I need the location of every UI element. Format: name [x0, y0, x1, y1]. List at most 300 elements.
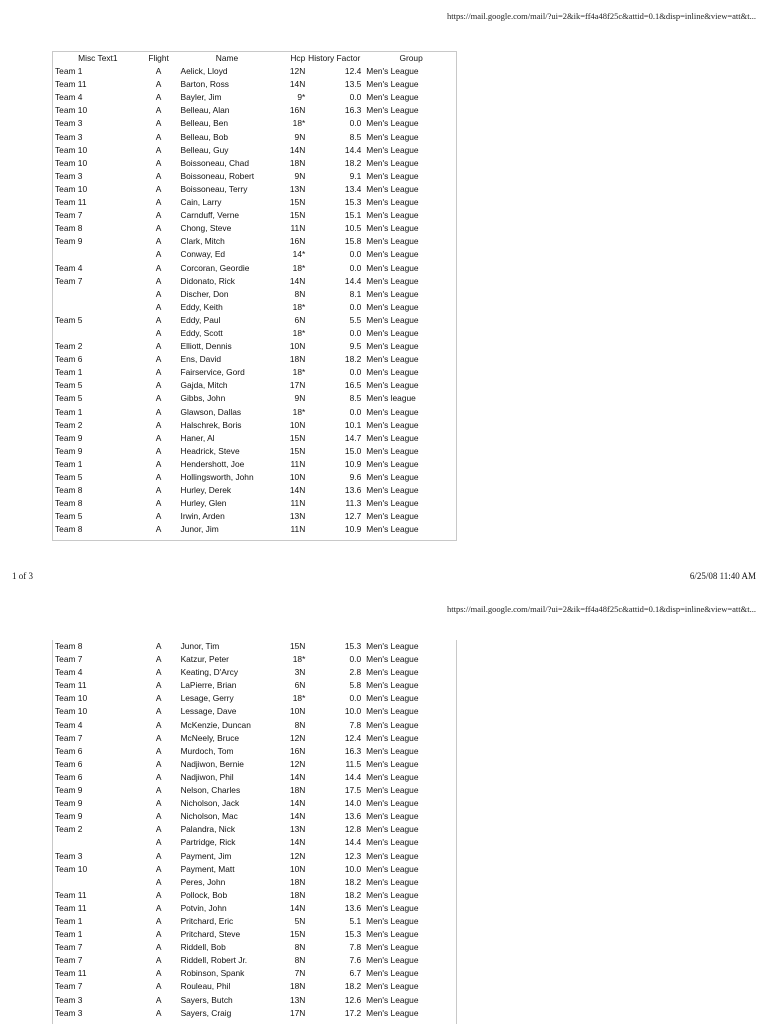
cell-group: Men's League: [366, 850, 419, 861]
cell-name: Boissoneau, Chad: [180, 157, 249, 168]
cell-history-factor: 6.7: [349, 968, 362, 979]
column-header-name: Name: [215, 53, 239, 63]
cell-name: Belleau, Alan: [180, 105, 230, 116]
cell-history-factor: 12.7: [344, 511, 362, 522]
cell-hcp: 10N: [289, 472, 306, 482]
cell-hcp: 18N: [289, 981, 306, 992]
table-row: [53, 863, 456, 876]
cell-name: LaPierre, Brian: [180, 680, 237, 691]
cell-team: Team 7: [55, 981, 83, 992]
cell-group: Men's League: [366, 745, 419, 756]
table-row: [53, 471, 456, 484]
cell-team: [53, 876, 141, 889]
cell-history-factor: 10.0: [344, 863, 362, 874]
cell-hcp: 15N: [289, 445, 306, 456]
cell-history-factor: 18.2: [344, 354, 362, 365]
roster-table-page-2: [52, 640, 457, 1024]
cell-team: Team 6: [55, 745, 83, 756]
cell-team: Team 3: [55, 994, 83, 1005]
cell-hcp: 14N: [289, 771, 306, 782]
cell-name: Bayler, Jim: [180, 92, 222, 103]
cell-history-factor: 0.0: [349, 406, 362, 417]
cell-name: McNeely, Bruce: [180, 732, 240, 743]
cell-hcp: 6N: [294, 680, 306, 691]
cell-team: Team 3: [55, 118, 83, 129]
cell-history-factor: 12.3: [344, 850, 362, 861]
cell-hcp: 18N: [289, 354, 306, 365]
table-row: [53, 679, 456, 692]
cell-hcp: 12N: [289, 66, 306, 77]
cell-history-factor: 10.1: [344, 419, 362, 430]
cell-name: Conway, Ed: [180, 249, 226, 260]
table-row: [53, 640, 456, 653]
cell-history-factor: 12.4: [344, 66, 362, 77]
table-row: [53, 366, 456, 379]
cell-history-factor: 9.5: [349, 341, 362, 352]
cell-name: Nadjiwon, Bernie: [180, 758, 244, 769]
table-row: [53, 144, 456, 157]
cell-name: Belleau, Guy: [180, 144, 229, 155]
table-row: [53, 758, 456, 771]
cell-team: Team 10: [55, 863, 88, 874]
cell-history-factor: 10.5: [344, 223, 362, 234]
cell-team: Team 1: [55, 406, 83, 417]
table-row: [53, 967, 456, 980]
table-row: [53, 458, 456, 471]
cell-name: Junor, Jim: [180, 524, 219, 535]
cell-hcp: 9*: [297, 92, 306, 103]
cell-hcp: 18*: [292, 654, 306, 665]
cell-name: Eddy, Keith: [180, 301, 223, 312]
table-row: [53, 692, 456, 705]
table-row: [53, 653, 456, 666]
cell-history-factor: 0.0: [349, 327, 362, 338]
cell-hcp: 6N: [294, 314, 306, 325]
table-header-row: [53, 52, 456, 65]
cell-flight: A: [155, 511, 162, 522]
cell-group: Men's League: [366, 719, 419, 730]
cell-group: Men's League: [366, 183, 419, 194]
cell-group: Men's League: [366, 301, 419, 312]
table-row: [53, 876, 456, 889]
cell-flight: A: [155, 275, 162, 286]
cell-history-factor: 0.0: [349, 262, 362, 273]
table-row: [53, 510, 456, 523]
table-row: [53, 954, 456, 967]
cell-flight: A: [155, 301, 162, 312]
cell-hcp: 9N: [294, 170, 306, 181]
cell-group: Men's League: [366, 641, 419, 651]
table-row: [53, 170, 456, 183]
cell-hcp: 14N: [289, 275, 306, 286]
cell-flight: A: [155, 393, 162, 404]
table-row: [53, 275, 456, 288]
table-row: [53, 745, 456, 758]
cell-team: Team 1: [55, 915, 83, 926]
cell-history-factor: 0.0: [349, 92, 362, 103]
cell-hcp: 18*: [292, 118, 306, 129]
cell-name: Barton, Ross: [180, 79, 229, 90]
cell-name: Payment, Jim: [180, 850, 232, 861]
cell-team: Team 6: [55, 758, 83, 769]
table-row: [53, 301, 456, 314]
cell-group: Men's League: [366, 367, 419, 378]
page-url-header-2: https://mail.google.com/mail/?ui=2&ik=ff4a48f25c&attid=0.1&disp=inline&view=att&t...: [447, 604, 756, 614]
cell-team: Team 4: [55, 262, 83, 273]
table-row: [53, 235, 456, 248]
cell-name: Payment, Matt: [180, 863, 235, 874]
cell-flight: A: [155, 288, 162, 299]
cell-name: Halschrek, Boris: [180, 419, 242, 430]
cell-history-factor: 14.7: [344, 432, 362, 443]
table-row: [53, 353, 456, 366]
cell-group: Men's League: [366, 968, 419, 979]
cell-flight: A: [155, 524, 162, 535]
cell-team: Team 8: [55, 485, 83, 496]
cell-hcp: 18*: [292, 327, 306, 338]
cell-team: Team 2: [55, 341, 83, 352]
cell-name: Nicholson, Jack: [180, 798, 240, 809]
cell-history-factor: 9.1: [349, 170, 362, 181]
cell-team: Team 4: [55, 92, 83, 103]
cell-history-factor: 11.5: [345, 758, 362, 769]
cell-history-factor: 14.0: [344, 798, 362, 809]
table-row: [53, 248, 456, 261]
cell-hcp: 11N: [290, 223, 306, 234]
cell-group: Men's League: [366, 863, 419, 874]
cell-flight: A: [155, 314, 162, 325]
cell-hcp: 18N: [289, 785, 306, 796]
table-row: [53, 392, 456, 405]
cell-flight: A: [155, 131, 162, 142]
cell-history-factor: 8.1: [349, 288, 362, 299]
cell-group: Men's League: [366, 798, 419, 809]
cell-name: Nelson, Charles: [180, 785, 241, 796]
cell-hcp: 17N: [289, 1007, 306, 1018]
cell-history-factor: 7.8: [349, 942, 362, 953]
cell-name: Gajda, Mitch: [180, 380, 228, 391]
cell-name: Discher, Don: [180, 288, 229, 299]
table-row: [53, 797, 456, 810]
cell-flight: A: [155, 955, 162, 966]
cell-flight: A: [155, 445, 162, 456]
cell-group: Men's League: [366, 929, 419, 940]
cell-team: Team 5: [55, 380, 83, 391]
cell-group: Men's League: [366, 498, 419, 509]
cell-group: Men's League: [366, 654, 419, 665]
cell-name: Pritchard, Steve: [180, 929, 241, 940]
cell-group: Men's League: [366, 785, 419, 796]
cell-history-factor: 12.6: [344, 994, 362, 1005]
cell-group: Men's League: [366, 706, 419, 717]
cell-history-factor: 12.8: [344, 824, 362, 835]
cell-hcp: 10N: [289, 863, 306, 874]
cell-history-factor: 14.4: [344, 771, 362, 782]
cell-history-factor: 14.4: [344, 275, 362, 286]
cell-flight: A: [155, 1007, 162, 1018]
cell-group: Men's League: [366, 432, 419, 443]
cell-name: Pritchard, Eric: [180, 915, 234, 926]
cell-flight: A: [155, 458, 162, 469]
cell-flight: A: [155, 771, 162, 782]
cell-flight: A: [155, 498, 162, 509]
table-row: [53, 314, 456, 327]
cell-team: Team 5: [55, 472, 83, 482]
cell-group: Men's League: [366, 327, 419, 338]
table-row: [53, 719, 456, 732]
cell-name: Lesage, Gerry: [180, 693, 234, 704]
cell-team: [53, 301, 141, 314]
cell-team: Team 11: [55, 902, 87, 913]
cell-flight: A: [155, 210, 162, 221]
cell-flight: A: [155, 706, 162, 717]
cell-history-factor: 7.8: [349, 719, 362, 730]
cell-flight: A: [155, 811, 162, 822]
cell-group: Men's League: [366, 419, 419, 430]
roster-table-page-1: [52, 51, 457, 541]
cell-name: Potvin, John: [180, 902, 227, 913]
cell-team: Team 8: [55, 223, 83, 234]
cell-group: Men's League: [366, 472, 419, 482]
cell-hcp: 11N: [290, 498, 306, 509]
cell-hcp: 11N: [290, 458, 306, 469]
cell-team: Team 11: [55, 968, 87, 979]
cell-history-factor: 5.5: [349, 314, 362, 325]
cell-group: Men's League: [366, 732, 419, 743]
table-row: [53, 340, 456, 353]
table-row: [53, 406, 456, 419]
cell-name: Lessage, Dave: [180, 706, 237, 717]
cell-team: Team 10: [55, 144, 88, 155]
cell-hcp: 14N: [289, 144, 306, 155]
cell-group: Men's League: [366, 157, 419, 168]
cell-team: Team 5: [55, 511, 83, 522]
cell-hcp: 15N: [289, 210, 306, 221]
cell-team: [53, 288, 141, 301]
page-url-header: https://mail.google.com/mail/?ui=2&ik=ff4a48f25c&attid=0.1&disp=inline&view=att&t...: [447, 11, 756, 21]
cell-group: Men's League: [366, 288, 419, 299]
cell-group: Men's League: [366, 197, 419, 208]
cell-flight: A: [155, 785, 162, 796]
cell-history-factor: 13.4: [344, 183, 362, 194]
cell-name: McKenzie, Duncan: [180, 719, 251, 730]
cell-name: Corcoran, Geordie: [180, 262, 250, 273]
table-row: [53, 419, 456, 432]
cell-history-factor: 8.5: [349, 131, 362, 142]
table-row: [53, 91, 456, 104]
cell-name: Sayers, Craig: [180, 1007, 232, 1018]
cell-name: Elliott, Dennis: [180, 341, 232, 352]
cell-hcp: 14*: [292, 249, 306, 260]
cell-team: Team 9: [55, 798, 83, 809]
cell-group: Men's League: [366, 915, 419, 926]
table-row: [53, 209, 456, 222]
column-header-misc-text1: Misc Text1: [78, 53, 118, 63]
cell-name: Headrick, Steve: [180, 445, 240, 456]
cell-flight: A: [155, 118, 162, 129]
cell-group: Men's League: [366, 524, 419, 535]
cell-name: Aelick, Lloyd: [180, 66, 228, 77]
cell-hcp: 8N: [294, 942, 306, 953]
table-row: [53, 1007, 456, 1020]
cell-team: Team 10: [55, 157, 88, 168]
table-row: [53, 183, 456, 196]
cell-name: Boissoneau, Robert: [180, 170, 255, 181]
cell-group: Men's League: [366, 837, 419, 848]
cell-history-factor: 7.6: [349, 955, 362, 966]
cell-history-factor: 0.0: [349, 249, 362, 260]
cell-history-factor: 13.5: [344, 79, 362, 90]
cell-group: Men's League: [366, 223, 419, 234]
table-row: [53, 484, 456, 497]
cell-group: Men's league: [366, 393, 416, 404]
table-row: [53, 902, 456, 915]
cell-name: Chong, Steve: [180, 223, 232, 234]
cell-name: Nicholson, Mac: [180, 811, 238, 822]
cell-group: Men's League: [366, 66, 419, 77]
cell-group: Men's League: [366, 680, 419, 691]
cell-hcp: 18N: [289, 876, 306, 887]
cell-name: Glawson, Dallas: [180, 406, 242, 417]
cell-flight: A: [155, 994, 162, 1005]
cell-name: Peres, John: [180, 876, 226, 887]
cell-flight: A: [155, 667, 162, 678]
cell-flight: A: [155, 419, 162, 430]
table-row: [53, 78, 456, 91]
cell-history-factor: 14.4: [344, 144, 362, 155]
cell-flight: A: [155, 798, 162, 809]
table-row: [53, 288, 456, 301]
cell-history-factor: 9.6: [349, 472, 362, 482]
cell-hcp: 14N: [289, 837, 306, 848]
table-row: [53, 131, 456, 144]
cell-team: Team 7: [55, 732, 83, 743]
cell-name: Boissoneau, Terry: [180, 183, 248, 194]
table-row: [53, 836, 456, 849]
cell-team: Team 2: [55, 419, 83, 430]
cell-flight: A: [155, 236, 162, 247]
cell-group: Men's League: [366, 771, 419, 782]
cell-flight: A: [155, 183, 162, 194]
cell-name: Partridge, Rick: [180, 837, 236, 848]
cell-hcp: 3N: [294, 667, 306, 678]
cell-hcp: 18*: [292, 367, 306, 378]
table-row: [53, 928, 456, 941]
cell-hcp: 17N: [289, 380, 306, 391]
cell-flight: A: [155, 981, 162, 992]
cell-hcp: 14N: [289, 798, 306, 809]
cell-name: Katzur, Peter: [180, 654, 229, 665]
cell-team: Team 10: [55, 183, 88, 194]
cell-group: Men's League: [366, 981, 419, 992]
cell-flight: A: [155, 432, 162, 443]
cell-team: Team 9: [55, 236, 83, 247]
table-row: [53, 889, 456, 902]
cell-group: Men's League: [366, 485, 419, 496]
table-row: [53, 432, 456, 445]
table-row: [53, 823, 456, 836]
table-row: [53, 327, 456, 340]
cell-team: [53, 248, 141, 261]
table-row: [53, 222, 456, 235]
cell-group: Men's League: [366, 955, 419, 966]
cell-team: Team 3: [55, 850, 83, 861]
cell-history-factor: 15.3: [344, 197, 362, 208]
table-row: [53, 810, 456, 823]
cell-hcp: 5N: [294, 915, 306, 926]
cell-flight: A: [155, 79, 162, 90]
cell-team: Team 9: [55, 785, 83, 796]
cell-team: Team 4: [55, 667, 83, 678]
cell-name: Ens, David: [180, 354, 222, 365]
cell-history-factor: 2.8: [349, 667, 362, 678]
cell-hcp: 16N: [289, 236, 306, 247]
cell-history-factor: 15.8: [344, 236, 362, 247]
cell-history-factor: 15.0: [344, 445, 362, 456]
column-header-flight: Flight: [148, 53, 169, 63]
cell-group: Men's League: [366, 275, 419, 286]
cell-hcp: 8N: [294, 719, 306, 730]
cell-hcp: 13N: [289, 824, 306, 835]
cell-name: Haner, Al: [180, 432, 215, 443]
cell-group: Men's League: [366, 667, 419, 678]
cell-hcp: 9N: [294, 393, 306, 404]
cell-flight: A: [155, 942, 162, 953]
cell-team: Team 1: [55, 458, 83, 469]
cell-team: Team 9: [55, 445, 83, 456]
cell-flight: A: [155, 850, 162, 861]
table-row: [53, 104, 456, 117]
cell-name: Fairservice, Gord: [180, 367, 245, 378]
cell-history-factor: 14.4: [344, 837, 362, 848]
cell-history-factor: 18.2: [344, 889, 362, 900]
cell-hcp: 12N: [289, 732, 306, 743]
cell-group: Men's League: [366, 994, 419, 1005]
cell-flight: A: [155, 824, 162, 835]
cell-name: Keating, D'Arcy: [180, 667, 239, 678]
cell-name: Hurley, Derek: [180, 485, 232, 496]
cell-hcp: 10N: [289, 419, 306, 430]
cell-history-factor: 13.6: [344, 811, 362, 822]
cell-flight: A: [155, 170, 162, 181]
cell-history-factor: 13.6: [344, 902, 362, 913]
cell-history-factor: 18.2: [344, 157, 362, 168]
cell-flight: A: [155, 680, 162, 691]
table-row: [53, 666, 456, 679]
cell-group: Men's League: [366, 811, 419, 822]
cell-team: Team 2: [55, 824, 83, 835]
cell-hcp: 18*: [292, 406, 306, 417]
cell-flight: A: [155, 249, 162, 260]
cell-history-factor: 8.5: [349, 393, 362, 404]
cell-flight: A: [155, 223, 162, 234]
cell-history-factor: 10.9: [344, 458, 362, 469]
cell-group: Men's League: [366, 92, 419, 103]
cell-flight: A: [155, 758, 162, 769]
cell-hcp: 18N: [289, 157, 306, 168]
cell-team: Team 8: [55, 498, 83, 509]
cell-flight: A: [155, 406, 162, 417]
table-row: [53, 523, 456, 536]
cell-flight: A: [155, 693, 162, 704]
cell-name: Belleau, Ben: [180, 118, 229, 129]
cell-flight: A: [155, 262, 162, 273]
cell-history-factor: 0.0: [349, 693, 362, 704]
cell-flight: A: [155, 641, 162, 651]
cell-flight: A: [155, 902, 162, 913]
cell-history-factor: 11.3: [345, 498, 362, 509]
table-row: [53, 771, 456, 784]
